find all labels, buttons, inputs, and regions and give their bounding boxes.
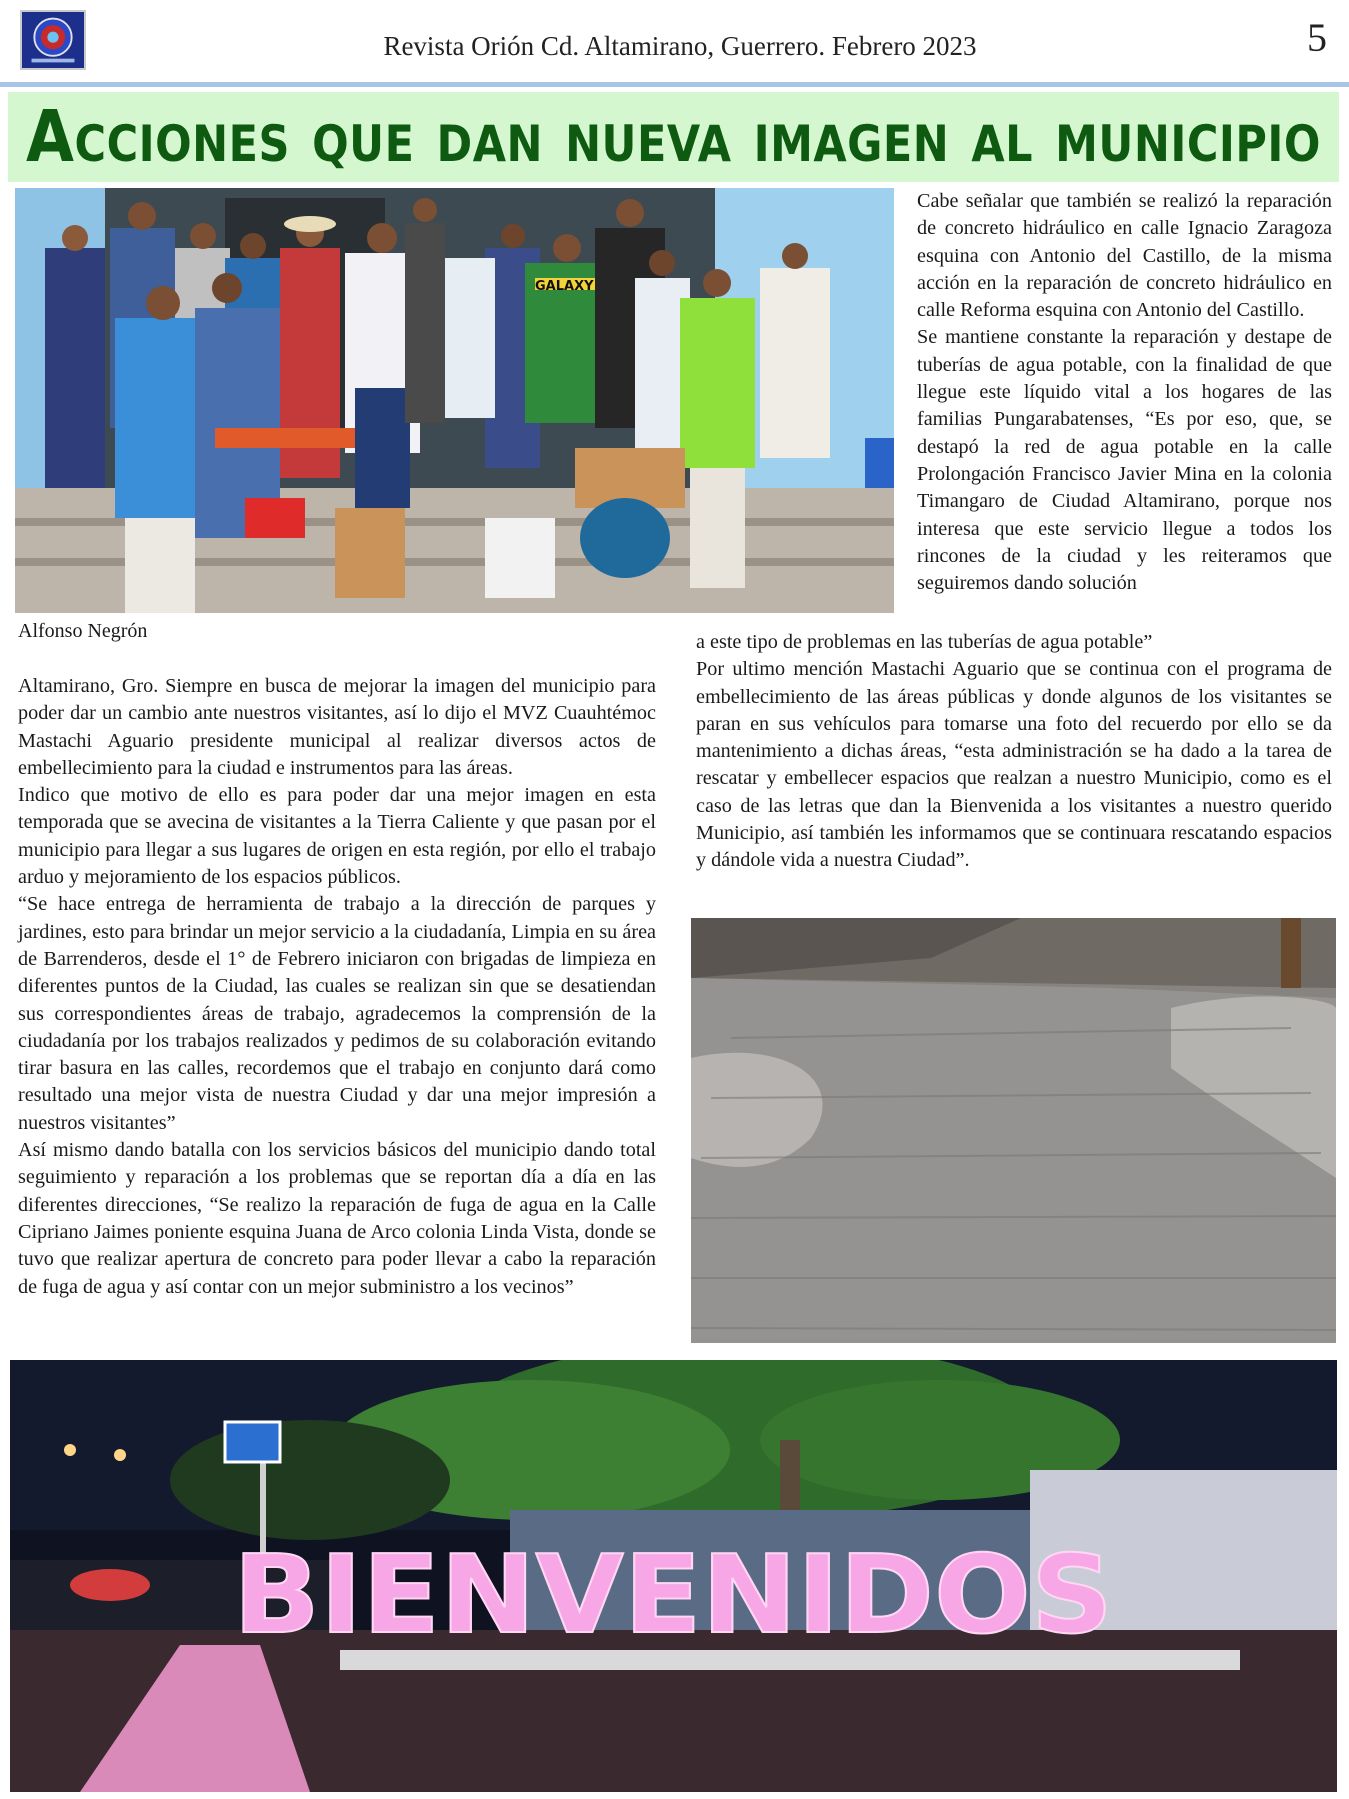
concrete-repair-photo (691, 918, 1336, 1343)
magazine-logo-icon (20, 10, 86, 70)
paragraph: Cabe señalar que también se realizó la reparación de concreto hidráulico en calle Ignacio Zaragoza esquina con Antonio del Castillo, de la misma acción en la reparación de concreto hidráulico en calle Reforma esquina con Antonio del Castillo. (917, 190, 1332, 322)
bienvenidos-sign-photo (10, 1360, 1337, 1792)
bienvenidos-sign-text: BIENVENIDOS (233, 1533, 1113, 1658)
left-column (18, 673, 656, 1301)
paragraph: Altamirano, Gro. Siempre en busca de mejorar la imagen del municipio para poder dar un cambio ante nuestros visitantes, así lo dijo el MVZ Cuauhtémoc Mastachi Aguario presidente municipal al realizar diversos actos de embellecimiento para la ciudad e instrumentos para las áreas. (18, 675, 656, 779)
right-column-middle (696, 629, 1332, 875)
page-number: 5 (1307, 15, 1327, 60)
galaxy-shirt-text: GALAXY (535, 279, 594, 294)
paragraph: “Se hace entrega de herramienta de trabajo a la dirección de parques y jardines, esto para brindar un mejor servicio a la ciudadanía, Limpia en su área de Barrenderos, desde el 1° de Febrero iniciaron con brigadas de limpieza en diferentes puntos de la Ciudad, las cuales se realizan sin que se desatiendan sus correspondientes áreas de trabajo, agradecemos la comprensión de la ciudadanía por los trabajos realizados y pedimos de su colaboración evitando tirar basura en las calles, recordemos que el trabajo en conjunto dará como resultado una mejor vista de nuestra Ciudad y dar una mejor impresión a nuestros visitantes” (18, 893, 656, 1134)
workers-group-photo (15, 188, 894, 613)
paragraph: Por ultimo mención Mastachi Aguario que se continua con el programa de embellecimiento de las áreas públicas y donde algunos de los visitantes se paran en sus vehículos para tomarse una foto del recuerdo por ello se da mantenimiento a dichas áreas, “esta administración se ha dado a la tarea de rescatar y embellecer espacios que realzan a nuestro Municipio, como es el caso de las letras que dan la Bienvenida a los visitantes a nuestro querido Municipio, así también les informamos que se continuara rescatando espacios y dándole vida a nuestra Ciudad”. (696, 658, 1332, 872)
article-author: Alfonso Negrón (18, 620, 148, 642)
title-banner (8, 92, 1339, 182)
right-column-top (917, 188, 1332, 597)
article-title: Acciones que dan nueva imagen al municipio (26, 94, 1321, 179)
paragraph: Así mismo dando batalla con los servicios básicos del municipio dando total seguimiento y reparación a los problemas que se reportan día a día en las diferentes direcciones, “Se realizo la reparación de fuga de agua en la Calle Cipriano Jaimes poniente esquina Juana de Arco colonia Linda Vista, donde se tuvo que realizar apertura de concreto para poder llevar a cabo la reparación de fuga de agua y así contar con un mejor subministro a los vecinos” (18, 1139, 656, 1298)
paragraph: Se mantiene constante la reparación y destape de tuberías de agua potable, con la finalidad de que llegue este líquido vital a los hogares de las familias Pungarabatenses, “Es por eso, que, se destapó la red de agua potable en la calle Prolongación Francisco Javier Mina en la colonia Timangaro de Ciudad Altamirano, porque nos interesa que este servicio llegue a todos los rincones de la ciudad y les reiteramos que seguiremos dando solución (917, 326, 1332, 595)
paragraph: Indico que motivo de ello es para poder dar una mejor imagen en esta temporada que se avecina de visitantes a la Tierra Caliente y que pasan por el municipio para llegar a sus lugares de origen en esta región, por ello el trabajo arduo y mejoramiento de los espacios públicos. (18, 784, 656, 889)
publication-header: Revista Orión Cd. Altamirano, Guerrero. Febrero 2023 (383, 31, 977, 61)
paragraph-continuation: a este tipo de problemas en las tuberías de agua potable” (696, 631, 1153, 653)
